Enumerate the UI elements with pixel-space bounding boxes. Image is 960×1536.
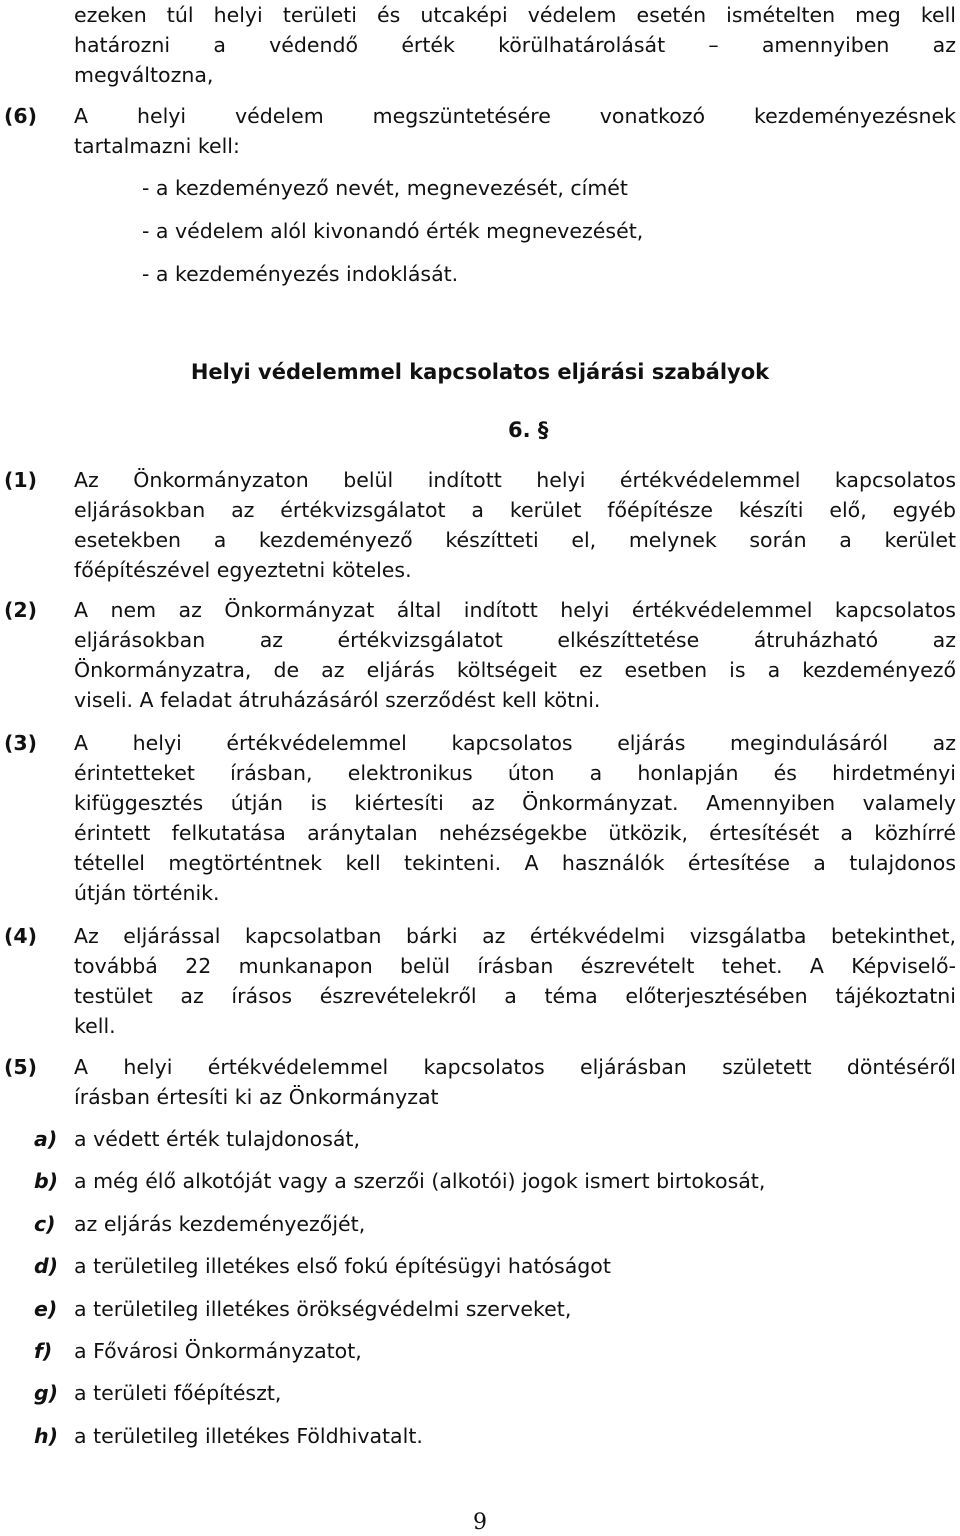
text-line: érintett felkutatása aránytalan nehézségekbe ütközik, értesítését a közhírré: [74, 821, 956, 845]
dash-item: - a kezdeményezés indoklását.: [142, 262, 459, 286]
list-item-text: a védett érték tulajdonosát,: [74, 1127, 360, 1151]
text-line: Önkormányzatra, de az eljárás költségeit ez esetben is a kezdeményező: [74, 658, 956, 682]
text-line: írásban értesíti ki az Önkormányzat: [74, 1085, 439, 1109]
section-number: 6. §: [508, 418, 549, 442]
text-line: főépítészével egyeztetni köteles.: [74, 558, 412, 582]
text-line: eljárásokban az értékvizsgálatot elkészíttetése átruházható az: [74, 628, 956, 652]
list-item-text: az eljárás kezdeményezőjét,: [74, 1212, 366, 1236]
list-item-letter: h): [34, 1424, 58, 1448]
dash-item: - a kezdeményező nevét, megnevezését, címét: [142, 176, 628, 200]
text-line: A helyi értékvédelemmel kapcsolatos eljárás megindulásáról az: [74, 731, 956, 755]
paragraph-number: (1): [4, 468, 38, 492]
text-line: A nem az Önkormányzat által indított helyi értékvédelemmel kapcsolatos: [74, 598, 956, 622]
list-item-letter: b): [34, 1169, 59, 1193]
text-line: Az eljárással kapcsolatban bárki az értékvédelmi vizsgálatba betekinthet,: [74, 924, 956, 948]
paragraph-number: (2): [4, 598, 38, 622]
dash-item: - a védelem alól kivonandó érték megnevezését,: [142, 219, 644, 243]
list-item-text: a még élő alkotóját vagy a szerzői (alkotói) jogok ismert birtokosát,: [74, 1169, 766, 1193]
list-item-letter: g): [34, 1381, 59, 1405]
text-line: megváltozna,: [74, 63, 214, 87]
text-line: tétellel megtörténtnek kell tekinteni. A használók értesítése a tulajdonos: [74, 851, 956, 875]
list-item-text: a területileg illetékes első fokú építésügyi hatóságot: [74, 1254, 611, 1278]
list-item-text: a Fővárosi Önkormányzatot,: [74, 1339, 362, 1363]
paragraph-number: (6): [4, 104, 38, 128]
text-line: határozni a védendő érték körülhatárolását – amennyiben az: [74, 33, 956, 57]
list-item-letter: e): [34, 1297, 58, 1321]
text-line: Az Önkormányzaton belül indított helyi értékvédelemmel kapcsolatos: [74, 468, 956, 492]
text-line: eljárásokban az értékvizsgálatot a kerület főépítésze készíti elő, egyéb: [74, 498, 956, 522]
text-line: esetekben a kezdeményező készítteti el, melynek során a kerület: [74, 528, 956, 552]
text-line: kifüggesztés útján is kiértesíti az Önkormányzat. Amennyiben valamely: [74, 791, 956, 815]
text-line: kell.: [74, 1014, 116, 1038]
list-item-text: a területi főépítészt,: [74, 1381, 282, 1405]
list-item-letter: c): [34, 1212, 56, 1236]
text-line: érintetteket írásban, elektronikus úton a honlapján és hirdetményi: [74, 761, 956, 785]
list-item-letter: f): [34, 1339, 53, 1363]
paragraph-number: (3): [4, 731, 38, 755]
text-line: A helyi értékvédelemmel kapcsolatos eljárásban született döntéséről: [74, 1055, 956, 1079]
text-line: ezeken túl helyi területi és utcaképi védelem esetén ismételten meg kell: [74, 3, 956, 27]
page-number: 9: [473, 1510, 487, 1535]
text-line: útján történik.: [74, 881, 220, 905]
list-item-letter: a): [34, 1127, 58, 1151]
text-line: továbbá 22 munkanapon belül írásban észrevételt tehet. A Képviselő-: [74, 954, 956, 978]
text-line: testület az írásos észrevételekről a téma előterjesztésében tájékoztatni: [74, 984, 956, 1008]
list-item-letter: d): [34, 1254, 59, 1278]
paragraph-number: (5): [4, 1055, 38, 1079]
list-item-text: a területileg illetékes Földhivatalt.: [74, 1424, 423, 1448]
text-line: viseli. A feladat átruházásáról szerződést kell kötni.: [74, 688, 601, 712]
text-line: A helyi védelem megszüntetésére vonatkozó kezdeményezésnek: [74, 104, 956, 128]
section-heading: Helyi védelemmel kapcsolatos eljárási szabályok: [190, 360, 770, 384]
paragraph-number: (4): [4, 924, 38, 948]
text-line: tartalmazni kell:: [74, 134, 240, 158]
list-item-text: a területileg illetékes örökségvédelmi szerveket,: [74, 1297, 572, 1321]
